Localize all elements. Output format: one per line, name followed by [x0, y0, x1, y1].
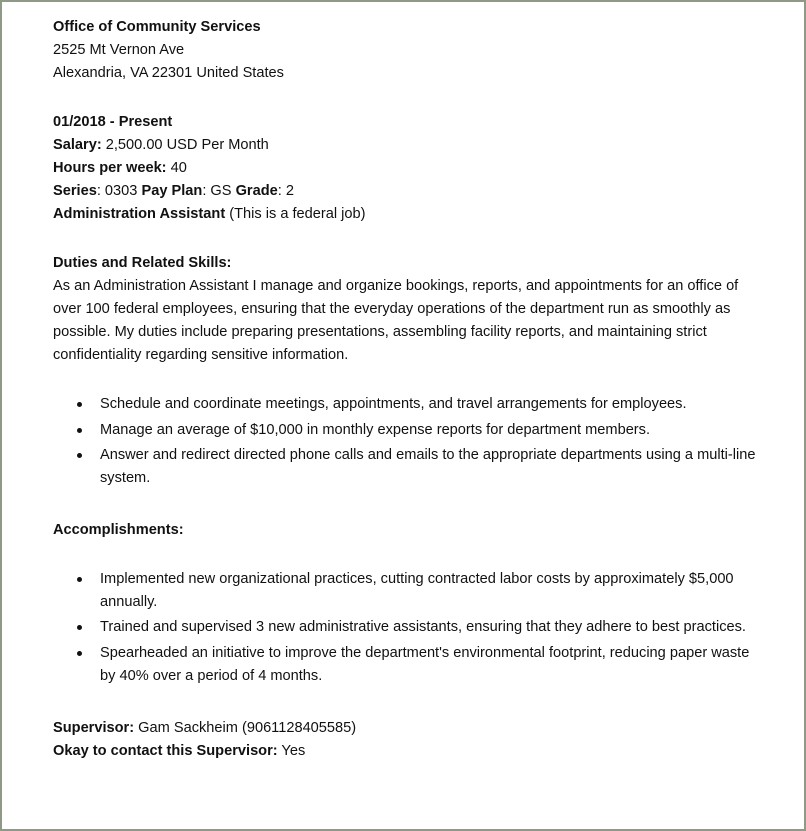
- series-label: Series: [53, 183, 97, 199]
- contact-supervisor-row: [53, 740, 768, 763]
- list-item: [100, 568, 768, 614]
- spacer: [53, 493, 768, 519]
- bullet-icon: [77, 651, 82, 656]
- grade-value: : 2: [277, 183, 294, 199]
- salary-row: [53, 134, 768, 157]
- spacer: [53, 367, 768, 393]
- employer-address-line2: Alexandria, VA 22301 United States: [53, 65, 284, 81]
- salary-label: Salary:: [53, 137, 102, 153]
- employer-address-line1: 2525 Mt Vernon Ave: [53, 42, 185, 58]
- bullet-icon: [77, 428, 82, 433]
- spacer: [53, 542, 768, 568]
- job-dates: 01/2018 - Present: [53, 114, 173, 130]
- employer-name: Office of Community Services: [53, 19, 261, 35]
- hours-label: Hours per week:: [53, 160, 167, 176]
- payplan-label: Pay Plan: [141, 183, 203, 199]
- list-item-text: Trained and supervised 3 new administrative assistants, ensuring that they adhere to best practices.: [100, 619, 746, 636]
- hours-row: [53, 157, 768, 180]
- spacer: [53, 85, 768, 111]
- list-item: [100, 444, 768, 490]
- contact-supervisor-value: Yes: [277, 742, 306, 759]
- accomplishments-list: [53, 568, 768, 688]
- duties-list: [53, 393, 768, 490]
- bullet-icon: [77, 453, 82, 458]
- job-title-row: [53, 203, 768, 226]
- salary-value: 2,500.00 USD Per Month: [101, 137, 269, 153]
- list-item: [100, 616, 768, 639]
- hours-value: 40: [166, 160, 187, 176]
- list-item: [100, 419, 768, 442]
- supervisor-label: Supervisor:: [53, 719, 135, 736]
- bullet-icon: [77, 577, 82, 582]
- grade-label: Grade: [235, 183, 278, 199]
- payplan-value: : GS: [202, 183, 236, 199]
- list-item-text: Manage an average of $10,000 in monthly expense reports for department members.: [100, 421, 651, 438]
- supervisor-row: [53, 717, 768, 740]
- bullet-icon: [77, 625, 82, 630]
- job-entry: [53, 16, 768, 763]
- duties-paragraph: As an Administration Assistant I manage and organize bookings, reports, and appointments for an office of over 100 federal employees, ensuring that the everyday operations of the department run as smoothly as possible. My duties include preparing presentations, assembling facility reports, and maintaining strict confidentiality regarding sensitive information.: [53, 278, 739, 363]
- list-item: [100, 642, 768, 688]
- accomplishments-heading: Accomplishments:: [53, 521, 184, 538]
- list-item-text: Schedule and coordinate meetings, appointments, and travel arrangements for employees.: [100, 396, 687, 412]
- job-title-note: (This is a federal job): [225, 206, 366, 222]
- duties-heading: Duties and Related Skills:: [53, 255, 232, 271]
- contact-supervisor-label: Okay to contact this Supervisor:: [53, 742, 278, 759]
- job-title: Administration Assistant: [53, 206, 226, 222]
- bullet-icon: [77, 402, 82, 407]
- list-item-text: Answer and redirect directed phone calls and emails to the appropriate departments using a multi-line system.: [100, 447, 756, 487]
- spacer: [53, 691, 768, 717]
- list-item-text: Spearheaded an initiative to improve the department's environmental footprint, reducing paper waste by 40% over a period of 4 months.: [100, 644, 750, 684]
- list-item: [100, 393, 768, 416]
- spacer: [53, 226, 768, 252]
- series-row: [53, 180, 768, 203]
- supervisor-value: Gam Sackheim (9061128405585): [134, 719, 357, 736]
- series-value: : 0303: [96, 183, 142, 199]
- list-item-text: Implemented new organizational practices, cutting contracted labor costs by approximately $5,000 annually.: [100, 570, 734, 610]
